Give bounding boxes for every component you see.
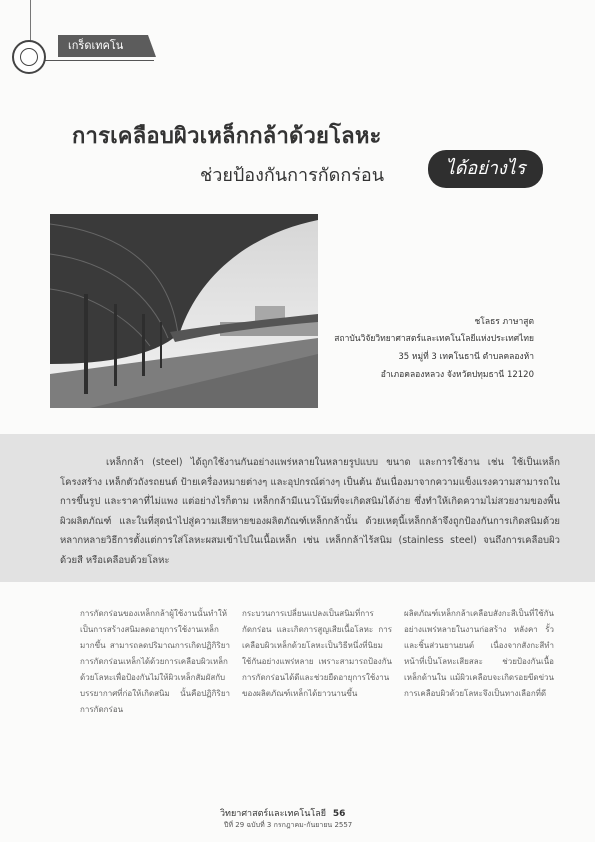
body-column-2 [242,606,392,702]
section-tag: เกร็ดเทคโน [58,35,156,57]
body-column-1 [80,606,230,718]
footer-issue: ปีที่ 29 ฉบับที่ 3 กรกฎาคม-กันยายน 2557 [224,821,353,829]
target-inner-circle [20,48,38,66]
author-name: ชโลธร ภาษาสูต [474,317,534,327]
author-address-line2: อำเภอคลองหลวง จังหวัดปทุมธานี 12120 [380,370,534,380]
article-subtitle: ช่วยป้องกันการกัดกร่อน [200,165,385,186]
canopy-photo-graphic [50,214,318,408]
body-column-3 [404,606,554,702]
article-title: การเคลือบผิวเหล็กกล้าด้วยโลหะ [72,124,382,149]
body-column-text: กระบวนการเปลี่ยนแปลงเป็นสนิมที่การกัดกร่อน และเกิดการสูญเสียเนื้อโลหะ การเคลือบผิวเหล็กด้วยโลหะเป็นวิธีหนึ่งที่นิยมใช้กันอย่างแพร่หลาย เพราะสามารถป้องกันการกัดกร่อนได้ดีและช่วยยืดอายุการใช้งานของผลิตภัณฑ์เหล็กได้ยาวนานขึ้น [242,609,392,698]
author-address-line1: 35 หมู่ที่ 3 เทคโนธานี ตำบลคลองห้า [398,352,534,362]
author-affiliation: สถาบันวิจัยวิทยาศาสตร์และเทคโนโลยีแห่งประเทศไทย [334,334,534,344]
page-footer [220,806,400,820]
body-column-text: การกัดกร่อนของเหล็กกล้าผู้ใช้งานนั้นทำให้เป็นการสร้างสนิมลดอายุการใช้งานเหล็กมากขึ้น สามารถลดปริมาณการเกิดปฏิกิริยาการกัดกร่อนเหล็กได้ด้วยการเคลือบผิวเหล็กด้วยโลหะเพื่อป้องกันไม่ให้ผิวเหล็กสัมผัสกับบรรยากาศที่ก่อให้เกิดสนิม นั้นคือปฏิกิริยาการกัดกร่อน [80,609,230,714]
footer-page-number: 56 [332,809,346,819]
body-column-text: ผลิตภัณฑ์เหล็กกล้าเคลือบสังกะสีเป็นที่ใช้กันอย่างแพร่หลายในงานก่อสร้าง หลังคา รั้ว และชิ้นส่วนยานยนต์ เนื่องจากสังกะสีทำหน้าที่เป็นโลหะเสียสละ ช่วยป้องกันเนื้อเหล็กด้านใน แม้ผิวเคลือบจะเกิดรอยขีดข่วน การเคลือบผิวด้วยโลหะจึงเป็นทางเลือกที่ดี [404,609,554,698]
summary-paragraph: เหล็กกล้า (steel) ได้ถูกใช้งานกันอย่างแพร่หลายในหลายรูปแบบ ขนาด และการใช้งาน เช่น ใช้เป็นเหล็กโครงสร้าง เหล็กตัวถังรถยนต์ ป้ายเครื่องหมายต่างๆ และอุปกรณ์ต่างๆ เป็นต้น อันเนื่องมาจากความแข็งแรงความสามารถในการขึ้นรูป และราคาที่ไม่แพง แต่อย่างไรก็ตาม เหล็กกล้ามีแนวโน้มที่จะเกิดสนิมได้ง่าย ซึ่งทำให้เกิดความไม่สวยงามของพื้นผิวผลิตภัณฑ์ และในที่สุดนำไปสู่ความเสียหายของผลิตภัณฑ์เหล็กกล้านั้น ด้วยเหตุนี้เหล็กกล้าจึงถูกป้องกันการเกิดสนิมด้วยหลากหลายวิธีการตั้งแต่การใส่โลหะผสมเข้าไปในเนื้อเหล็ก เช่น เหล็กกล้าไร้สนิม (stainless steel) จนถึงการเคลือบผิวด้วยสี หรือเคลือบด้วยโลหะ [60,457,560,566]
building-canopy-photo [50,214,318,408]
article-subtitle-accent: ได้อย่างไร [428,150,543,188]
footer-magazine: วิทยาศาสตร์และเทคโนโลยี [220,809,327,819]
section-tag-corner [148,35,156,57]
